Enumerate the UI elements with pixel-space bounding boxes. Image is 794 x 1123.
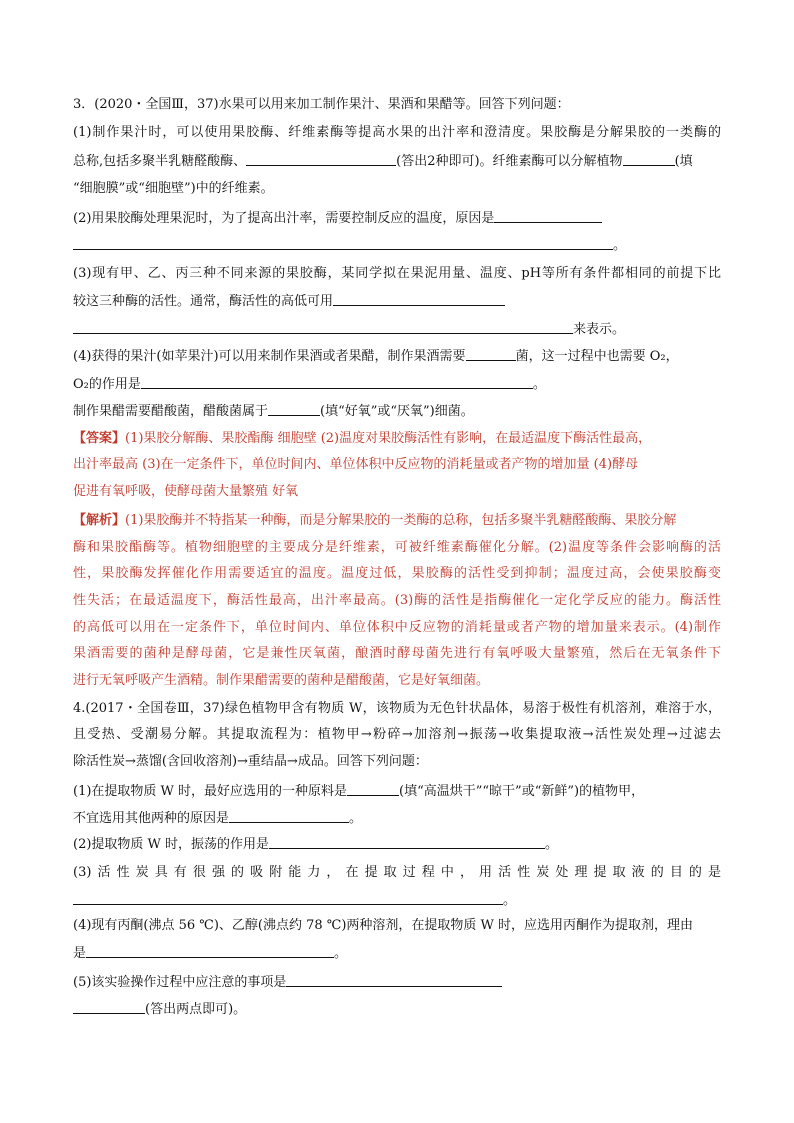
q3-part3-blank-1[interactable]	[333, 293, 505, 306]
q4-part1-end: 。	[349, 811, 363, 826]
q3-analysis-line6: 果酒需要的菌种是酵母菌，它是兼性厌氧菌，酿酒时酵母菌先进行有氧呼吸大量繁殖，然后在无氧条件下	[73, 646, 721, 661]
q3-part4-end: 。	[532, 377, 546, 392]
q4-part1-blank-2[interactable]	[229, 810, 349, 823]
q3-part1-blank-2[interactable]	[623, 153, 675, 166]
q3-part1-blank-1[interactable]	[246, 153, 396, 166]
q3-part3-line2	[73, 293, 505, 310]
q4-header-line1: 4.(2017・全国卷Ⅲ，37)绿色植物甲含有物质 W，该物质为无色针状晶体，易溶于极性有机溶剂，难溶于水，	[73, 701, 721, 716]
q4-part3-blank[interactable]	[73, 892, 503, 905]
q3-part4-text-e: (填“好氧”或“厌氧”)细菌。	[320, 404, 474, 419]
q3-part4-text-a: (4)获得的果汁(如苹果汁)可以用来制作果酒或者果醋，制作果酒需要	[73, 349, 466, 364]
q3-part3-blank-2[interactable]	[73, 321, 573, 334]
q4-part5-blank-2[interactable]	[73, 1001, 145, 1014]
q3-part2-line2	[73, 237, 626, 254]
q3-part4-blank-3[interactable]	[268, 403, 320, 416]
q3-part3-text: 较这三种酶的活性。通常，酶活性的高低可用	[73, 294, 334, 309]
q4-part3-line2	[73, 892, 516, 909]
q4-part4-text: 是	[73, 946, 87, 961]
q4-part1-text-a: (1)在提取物质 W 时，最好应选用的一种原料是	[73, 784, 348, 799]
q3-answer-line2: 出汁率最高 (3)在一定条件下，单位时间内、单位体积中反应物的消耗量或者产物的增加量 (4)酵母	[73, 457, 639, 472]
q3-part1-text-c: (填	[674, 154, 693, 169]
q4-part1-text-c: 不宜选用其他两种的原因是	[73, 811, 230, 826]
q3-part4-text-b: 菌，这一过程中也需要 O₂，	[515, 349, 679, 364]
q4-part5-line2	[73, 1001, 246, 1018]
q4-part5-blank-1[interactable]	[286, 974, 502, 987]
q4-part3-line1: (3)活性炭具有很强的吸附能力，在提取过程中，用活性炭处理提取液的目的是	[73, 865, 721, 880]
q4-part5-text: (5)该实验操作过程中应注意的事项是	[73, 975, 287, 990]
q3-part1-line1: (1)制作果汁时，可以使用果胶酶、纤维素酶等提高水果的出汁率和澄清度。果胶酶是分解果胶的一类酶的	[73, 125, 721, 140]
q4-part2-text: (2)提取物质 W 时，振荡的作用是	[73, 837, 270, 852]
q3-part2-blank-2[interactable]	[73, 237, 613, 250]
analysis-tag: 【解析】	[73, 513, 126, 528]
q4-part1-line1	[73, 783, 644, 800]
q3-part4-line2	[73, 376, 546, 393]
q4-part4-line1: (4)现有丙酮(沸点 56 ℃)、乙醇(沸点约 78 ℃)两种溶剂，在提取物质 W 时，应选用丙酮作为提取剂，理由	[73, 918, 694, 933]
q3-part3-end: 来表示。	[573, 322, 626, 337]
q4-part4-end: 。	[334, 946, 348, 961]
q3-part4-blank-1[interactable]	[466, 348, 516, 361]
answer-text-1: (1)果胶分解酶、果胶酯酶 细胞壁 (2)温度对果胶酶活性有影响，在最适温度下酶活性最高，	[125, 431, 652, 446]
q3-part3-line3	[73, 321, 625, 338]
q3-part1-line2	[73, 153, 693, 170]
q4-part1-line2	[73, 810, 362, 827]
q4-part3-end: 。	[503, 893, 517, 908]
q3-part2-end: 。	[613, 238, 627, 253]
q4-part5-end: (答出两点即可)。	[145, 1002, 247, 1017]
q3-analysis-line1	[73, 513, 676, 529]
q4-header-line3: 除活性炭→蒸馏(含回收溶剂)→重结晶→成品。回答下列问题：	[73, 754, 428, 769]
q3-part1-line3: “细胞膜”或“细胞壁”)中的纤维素。	[73, 181, 274, 196]
q4-header-line2: 且受热、受潮易分解。其提取流程为：植物甲→粉碎→加溶剂→振荡→收集提取液→活性炭处理→过滤去	[73, 727, 721, 742]
q4-part4-line2	[73, 945, 347, 962]
q4-part1-text-b: (填“高温烘干”“晾干”或“新鲜”)的植物甲，	[399, 784, 645, 799]
q4-part2-blank[interactable]	[269, 836, 545, 849]
q3-analysis-line3: 性，果胶酶发挥催化作用需要适宜的温度。温度过低，果胶酶的活性受到抑制；温度过高，会使果胶酶变	[73, 566, 721, 581]
q3-part2-blank-1[interactable]	[494, 210, 602, 223]
q3-answer-line3: 促进有氧呼吸，使酵母菌大量繁殖 好氧	[73, 484, 299, 499]
q3-part2-line1	[73, 210, 602, 227]
q4-part1-blank-1[interactable]	[347, 783, 399, 796]
analysis-text-1: (1)果胶酶并不特指某一种酶，而是分解果胶的一类酶的总称，包括多聚半乳糖醛酸酶、果胶分解	[125, 513, 677, 528]
q3-part4-text-d: 制作果醋需要醋酸菌，醋酸菌属于	[73, 404, 269, 419]
q4-part2-end: 。	[545, 837, 559, 852]
q3-analysis-line7: 进行无氧呼吸产生酒精。制作果醋需要的菌种是醋酸菌，它是好氧细菌。	[73, 673, 490, 688]
q3-part1-text-b: (答出2种即可)。纤维素酶可以分解植物	[396, 154, 623, 169]
q3-part4-blank-2[interactable]	[141, 376, 533, 389]
q3-part3-line1: (3)现有甲、乙、丙三种不同来源的果胶酶，某同学拟在果泥用量、温度、pH等所有条件都相同的前提下比	[73, 266, 721, 281]
q3-analysis-line5: 的高低可以用在一定条件下，单位时间内、单位体积中反应物的消耗量或者产物的增加量来表示。(4)制作	[73, 620, 721, 635]
q3-part2-text: (2)用果胶酶处理果泥时，为了提高出汁率，需要控制反应的温度，原因是	[73, 211, 495, 226]
q4-part4-blank[interactable]	[86, 945, 334, 958]
q3-part4-text-c: O₂的作用是	[73, 377, 141, 392]
answer-tag: 【答案】	[73, 431, 126, 446]
q3-part1-text-a: 总称,包括多聚半乳糖醛酸酶、	[73, 154, 247, 169]
q3-part4-line1	[73, 348, 679, 365]
q3-answer-line1	[73, 431, 651, 447]
q3-analysis-line2: 酶和果胶酯酶等。植物细胞壁的主要成分是纤维素，可被纤维素酶催化分解。(2)温度等条件会影响酶的活	[73, 540, 721, 555]
q3-analysis-line4: 性失活；在最适温度下，酶活性最高，出汁率最高。(3)酶的活性是指酶催化一定化学反应的能力。酶活性	[73, 593, 721, 608]
q3-header: 3．(2020・全国Ⅲ，37)水果可以用来加工制作果汁、果酒和果醋等。回答下列问题：	[73, 97, 570, 112]
q4-part2-line1	[73, 836, 558, 853]
q3-part4-line3	[73, 403, 474, 420]
q4-part5-line1	[73, 974, 502, 991]
